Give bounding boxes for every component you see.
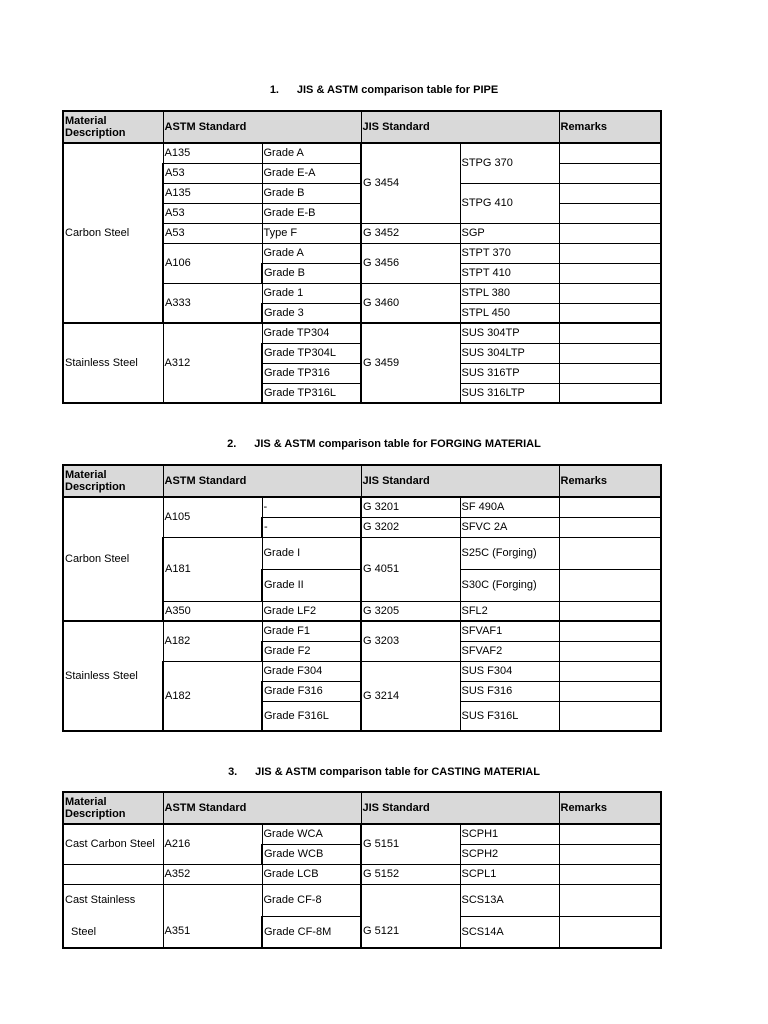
remarks-cell: [559, 143, 661, 163]
material-label-line-1: Cast Stainless: [65, 893, 136, 906]
remarks-cell: [559, 601, 661, 621]
jis-cell: G 4051: [361, 537, 460, 601]
remarks-cell: [559, 497, 661, 517]
grade-cell: Grade TP316: [262, 363, 361, 383]
jis-cell: G 3203: [361, 621, 460, 661]
casting-comparison-table: [62, 791, 662, 949]
jis-cell: G 3460: [361, 283, 460, 323]
material-cell: [63, 884, 163, 948]
grade-cell: Grade II: [262, 569, 361, 601]
section-title-pipe: [0, 84, 768, 96]
jis-cell: G 3454: [361, 143, 460, 223]
grade-cell: Grade F1: [262, 621, 361, 641]
jis-grade-cell: STPL 380: [460, 283, 559, 303]
jis-grade-cell: SCPH1: [460, 824, 559, 844]
header-material: Material Description: [63, 465, 163, 497]
jis-grade-cell: STPT 410: [460, 263, 559, 283]
jis-grade-cell: SUS F316: [460, 681, 559, 701]
jis-grade-cell: SUS 316TP: [460, 363, 559, 383]
astm-cell: A352: [163, 864, 262, 884]
grade-cell: Grade E-B: [262, 203, 361, 223]
remarks-cell: [559, 363, 661, 383]
material-cell: Stainless Steel: [63, 323, 163, 403]
jis-grade-cell: SGP: [460, 223, 559, 243]
section-number: 1.: [269, 84, 279, 96]
astm-cell: A182: [163, 661, 262, 731]
jis-grade-cell: SUS 304TP: [460, 323, 559, 343]
section-title-text: JIS & ASTM comparison table for CASTING MATERIAL: [255, 766, 540, 778]
grade-cell: Grade F316: [262, 681, 361, 701]
remarks-cell: [559, 343, 661, 363]
material-cell: Stainless Steel: [63, 621, 163, 731]
jis-cell: G 3456: [361, 243, 460, 283]
jis-grade-cell: SUS 304LTP: [460, 343, 559, 363]
astm-cell: A135: [163, 183, 262, 203]
jis-cell: G 5152: [361, 864, 460, 884]
jis-grade-cell: SCPL1: [460, 864, 559, 884]
remarks-cell: [559, 383, 661, 403]
remarks-cell: [559, 824, 661, 844]
remarks-cell: [559, 243, 661, 263]
remarks-cell: [559, 569, 661, 601]
remarks-cell: [559, 263, 661, 283]
grade-cell: Grade LCB: [262, 864, 361, 884]
section-number: 3.: [228, 766, 238, 778]
material-cell: Carbon Steel: [63, 143, 163, 323]
remarks-cell: [559, 203, 661, 223]
section-title-casting: [0, 766, 768, 778]
jis-grade-cell: SUS F316L: [460, 701, 559, 731]
astm-cell: A312: [163, 323, 262, 403]
section-title-text: JIS & ASTM comparison table for FORGING MATERIAL: [254, 438, 541, 450]
grade-cell: Grade E-A: [262, 163, 361, 183]
jis-cell: G 3459: [361, 323, 460, 403]
astm-cell: A105: [163, 497, 262, 537]
jis-grade-cell: STPG 370: [460, 143, 559, 183]
jis-cell: G 3452: [361, 223, 460, 243]
header-jis: JIS Standard: [361, 111, 559, 143]
jis-grade-cell: STPG 410: [460, 183, 559, 223]
jis-cell: G 3214: [361, 661, 460, 731]
material-cell: Cast Carbon Steel: [63, 824, 163, 864]
material-cell-empty: [63, 864, 163, 884]
grade-cell: Grade 1: [262, 283, 361, 303]
section-number: 2.: [227, 438, 237, 450]
jis-grade-cell: SUS F304: [460, 661, 559, 681]
astm-cell: A106: [163, 243, 262, 283]
pipe-comparison-table: [62, 110, 662, 404]
grade-cell: Grade TP304: [262, 323, 361, 343]
remarks-cell: [559, 916, 661, 948]
jis-grade-cell: S25C (Forging): [460, 537, 559, 569]
remarks-cell: [559, 183, 661, 203]
grade-cell: Grade 3: [262, 303, 361, 323]
astm-cell: A135: [163, 143, 262, 163]
remarks-cell: [559, 641, 661, 661]
jis-cell: G 5151: [361, 824, 460, 864]
remarks-cell: [559, 323, 661, 343]
header-jis: JIS Standard: [361, 465, 559, 497]
astm-cell: A181: [163, 537, 262, 601]
header-remarks: Remarks: [559, 111, 661, 143]
jis-grade-cell: SFVAF1: [460, 621, 559, 641]
astm-cell: A182: [163, 621, 262, 661]
astm-cell: A53: [163, 203, 262, 223]
header-jis: JIS Standard: [361, 792, 559, 824]
forging-comparison-table: [62, 464, 662, 732]
grade-cell: Grade TP316L: [262, 383, 361, 403]
material-cell: Carbon Steel: [63, 497, 163, 621]
astm-cell: A350: [163, 601, 262, 621]
grade-cell: Grade WCA: [262, 824, 361, 844]
jis-grade-cell: SFL2: [460, 601, 559, 621]
section-title-forging: [0, 438, 768, 450]
jis-cell: [361, 884, 460, 948]
header-remarks: Remarks: [559, 465, 661, 497]
remarks-cell: [559, 701, 661, 731]
jis-grade-cell: STPT 370: [460, 243, 559, 263]
astm-cell: A53: [163, 223, 262, 243]
remarks-cell: [559, 283, 661, 303]
remarks-cell: [559, 661, 661, 681]
grade-cell: Grade WCB: [262, 844, 361, 864]
jis-label: G 5121: [363, 924, 400, 937]
jis-grade-cell: SF 490A: [460, 497, 559, 517]
jis-grade-cell: SCS13A: [460, 884, 559, 916]
grade-cell: Grade I: [262, 537, 361, 569]
jis-grade-cell: SCS14A: [460, 916, 559, 948]
material-label-line-2: Steel: [71, 925, 97, 938]
jis-grade-cell: SUS 316LTP: [460, 383, 559, 403]
header-remarks: Remarks: [559, 792, 661, 824]
remarks-cell: [559, 517, 661, 537]
astm-cell: [163, 884, 262, 948]
grade-cell: Grade F2: [262, 641, 361, 661]
astm-cell: A333: [163, 283, 262, 323]
header-astm: ASTM Standard: [163, 111, 361, 143]
remarks-cell: [559, 303, 661, 323]
remarks-cell: [559, 223, 661, 243]
jis-cell: G 3202: [361, 517, 460, 537]
jis-grade-cell: SFVAF2: [460, 641, 559, 661]
remarks-cell: [559, 621, 661, 641]
remarks-cell: [559, 537, 661, 569]
grade-cell: Grade CF-8M: [262, 916, 361, 948]
astm-label: A351: [164, 924, 191, 937]
jis-grade-cell: SCPH2: [460, 844, 559, 864]
grade-cell: Grade B: [262, 263, 361, 283]
grade-cell: Grade TP304L: [262, 343, 361, 363]
remarks-cell: [559, 681, 661, 701]
grade-cell: Grade A: [262, 243, 361, 263]
grade-cell: Grade LF2: [262, 601, 361, 621]
remarks-cell: [559, 844, 661, 864]
remarks-cell: [559, 884, 661, 916]
remarks-cell: [559, 163, 661, 183]
header-material: Material Description: [63, 111, 163, 143]
astm-cell: A216: [163, 824, 262, 864]
remarks-cell: [559, 864, 661, 884]
grade-cell: Grade F316L: [262, 701, 361, 731]
grade-cell: Grade CF-8: [262, 884, 361, 916]
grade-cell: Grade A: [262, 143, 361, 163]
jis-grade-cell: STPL 450: [460, 303, 559, 323]
grade-cell: Type F: [262, 223, 361, 243]
astm-cell: A53: [163, 163, 262, 183]
header-astm: ASTM Standard: [163, 465, 361, 497]
grade-cell: -: [262, 497, 361, 517]
grade-cell: -: [262, 517, 361, 537]
jis-cell: G 3201: [361, 497, 460, 517]
grade-cell: Grade B: [262, 183, 361, 203]
grade-cell: Grade F304: [262, 661, 361, 681]
jis-cell: G 3205: [361, 601, 460, 621]
jis-grade-cell: SFVC 2A: [460, 517, 559, 537]
section-title-text: JIS & ASTM comparison table for PIPE: [296, 84, 499, 96]
jis-grade-cell: S30C (Forging): [460, 569, 559, 601]
header-material: Material Description: [63, 792, 163, 824]
header-astm: ASTM Standard: [163, 792, 361, 824]
